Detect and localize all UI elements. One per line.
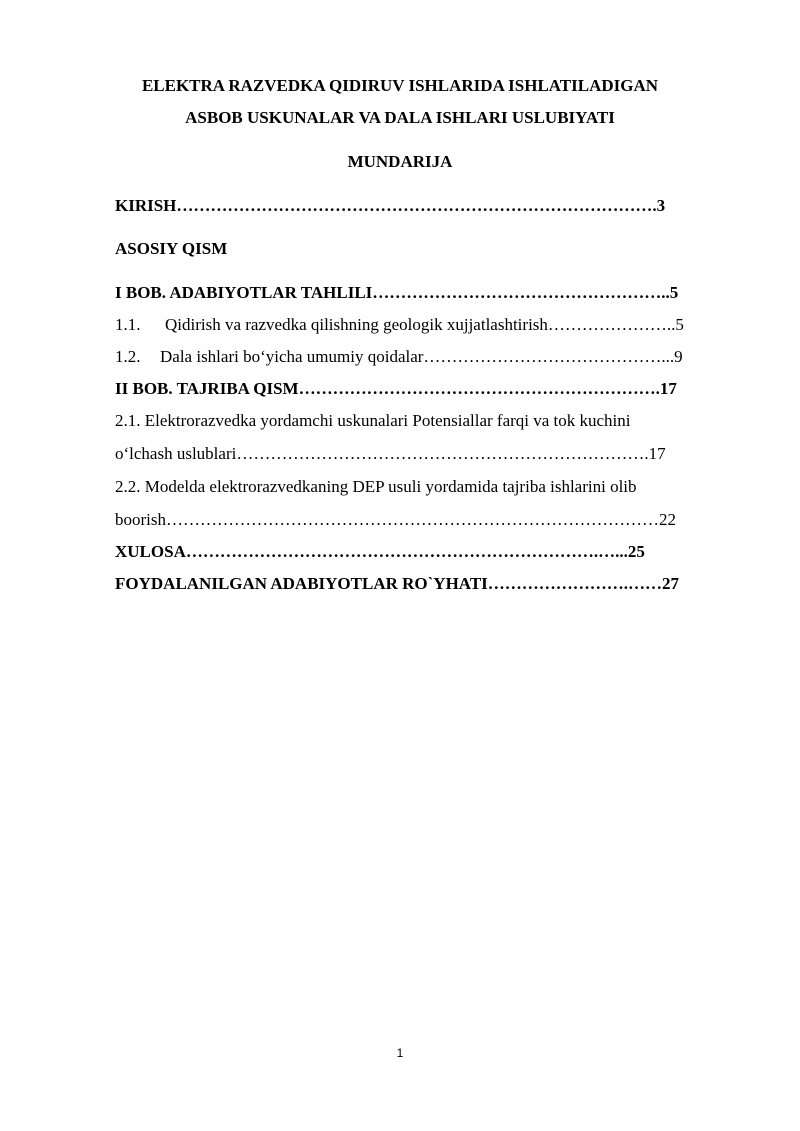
section-title: Dala ishlari bo‘yicha umumiy qoidalar……………………………………...9 — [160, 347, 683, 366]
toc-entry-xulosa: XULOSA……………………………………………………………….…...25 — [115, 542, 645, 561]
document-title-line-2: ASBOB USKUNALAR VA DALA ISHLARI USLUBIYATI — [185, 108, 615, 127]
toc-entry-asosiy-qism: ASOSIY QISM — [115, 239, 228, 258]
toc-entry-section-2-2-line-1: 2.2. Modelda elektrorazvedkaning DEP usuli yordamida tajriba ishlarini olib — [115, 477, 637, 496]
toc-heading: MUNDARIJA — [347, 152, 453, 171]
toc-entry-section-2-1-line-1: 2.1. Elektrorazvedka yordamchi uskunalari Potensiallar farqi va tok kuchini — [115, 411, 631, 430]
toc-entry-bibliography: FOYDALANILGAN ADABIYOTLAR RO`YHATI…………………….……27 — [115, 574, 680, 593]
toc-entry-section-2-1-line-2: o‘lchash uslublari……………………………………………………………….17 — [115, 444, 666, 463]
section-number: 1.2. — [115, 347, 141, 366]
toc-entry-section-1-2 — [115, 347, 683, 367]
toc-entry-section-2-2-line-2: boorish……………………………………………………………………………22 — [115, 510, 676, 529]
section-title: Qidirish va razvedka qilishning geologik xujjatlashtirish…………………..5 — [165, 315, 684, 334]
toc-entry-section-1-1 — [115, 315, 684, 335]
page-number: 1 — [396, 1046, 404, 1060]
toc-entry-kirish: KIRISH………………………………………………………………………….3 — [115, 196, 666, 215]
toc-entry-chapter-2: II BOB. TAJRIBA QISM……………………………………………………….17 — [115, 379, 677, 398]
toc-entry-chapter-1: I BOB. ADABIYOTLAR TAHLILI……………………………………………..5 — [115, 283, 679, 302]
section-number: 1.1. — [115, 315, 141, 334]
document-title-line-1: ELEKTRA RAZVEDKA QIDIRUV ISHLARIDA ISHLATILADIGAN — [141, 76, 659, 95]
